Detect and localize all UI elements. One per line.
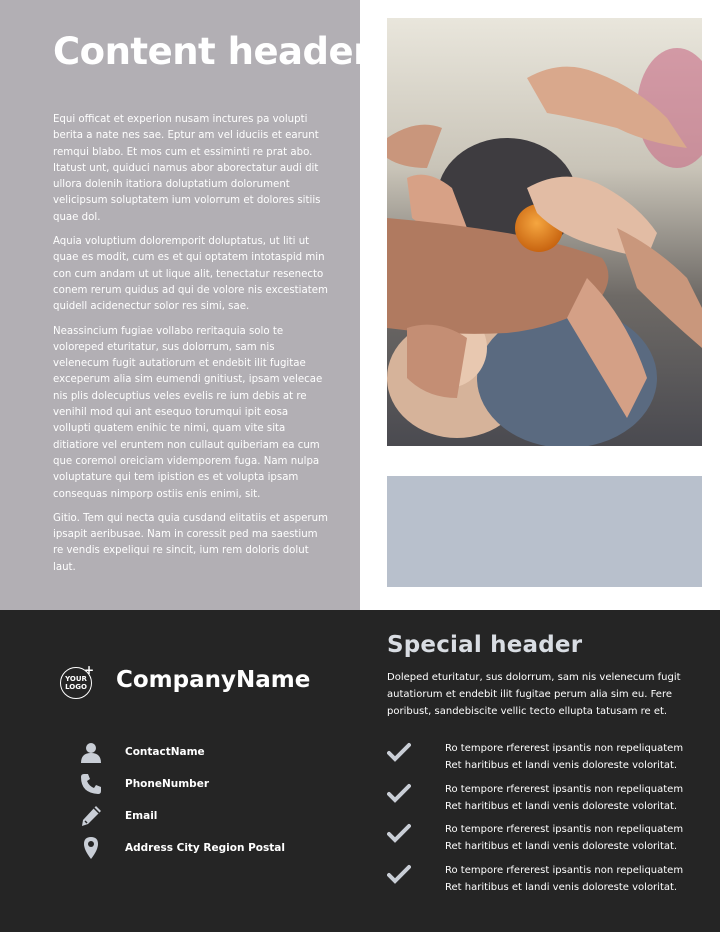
- body-paragraph: Neassincium fugiae vollabo reritaquia solo te voloreped eturitatur, sus dolorrum, sam nis velenecum fugit autatiorum et endebit ilit fugitae exceperum alia sim eumendi gnitiust, ipsam velecae nis plis dolecuptius veles evelis re ium debis at re venihil mod qui ant esequo torumqui ipit eosa vollupti quatem enihic te nimi, quam vite sita ditiatiore vel eruntem non cullaut quiberiam ea cum que coremol oreiciam videmporem fuga. Nam nulpa voluptature qui tem ipistion es et volupta ipsam consequas nimporp ostiis enis enimi, sit.: [53, 325, 323, 500]
- checkmark-icon: [387, 782, 411, 804]
- special-header: Special header: [387, 632, 583, 658]
- check-list-item: [387, 782, 707, 818]
- pencil-icon: [78, 803, 104, 829]
- check-list-item: [387, 822, 707, 858]
- contact-row-name: [78, 739, 205, 765]
- hands-photo: [387, 18, 702, 446]
- check-item-line: Ro tempore rfererest ipsantis non repeliquatem: [445, 743, 684, 754]
- check-item-line: Ret haritibus et landi venis doloreste voloritat.: [445, 840, 678, 852]
- body-paragraph: Gitio. Tem qui necta quia cusdand elitatiis et asperum ipsapit aeribusae. Nam in coressit ped ma saestium re vendis expeliqui re sincit, ium rem doloris dolut laut.: [53, 512, 328, 573]
- address: Address City Region Postal: [125, 842, 285, 854]
- location-pin-icon: [78, 835, 104, 861]
- logo-text-line: LOGO: [65, 683, 87, 691]
- email: Email: [125, 810, 158, 822]
- contact-row-address: [78, 835, 285, 861]
- contact-name: ContactName: [125, 746, 205, 758]
- check-item-line: Ro tempore rfererest ipsantis non repeliquatem: [445, 824, 684, 835]
- check-item-line: Ro tempore rfererest ipsantis non repeliquatem: [445, 865, 684, 876]
- contact-row-phone: [78, 771, 209, 797]
- logo-plus: +: [84, 663, 95, 677]
- checkmark-icon: [387, 863, 411, 885]
- company-name: CompanyName: [116, 667, 311, 693]
- checkmark-icon: [387, 822, 411, 844]
- content-header: Content header: [53, 30, 371, 73]
- special-text: Doleped eturitatur, sus dolorrum, sam nis velenecum fugit autatiorum et endebit ilit fugitae perum alia sim eu. Fere poribust, sandebiscite vellic tecto ellupta tatusam re et.: [387, 672, 681, 717]
- check-item-line: Ret haritibus et landi venis doloreste voloritat.: [445, 759, 678, 771]
- check-item-line: Ro tempore rfererest ipsantis non repeliquatem: [445, 784, 684, 795]
- body-paragraph: Equi officat et experion nusam inctures pa volupti berita a nate nes sae. Eptur am vel iduciis et earunt remqui blabo. Et mos cum et essiminti re prat abo. Itatust unt, quiduci namus abor aborectatur audi dit ullora dolenih itatiora doluptatium dolorument velicipsum soluptatem ium volorrum et dolores sitiis quae dol.: [53, 114, 321, 223]
- contact-row-email: [78, 803, 158, 829]
- checkmark-icon: [387, 741, 411, 763]
- check-list-item: [387, 863, 707, 899]
- check-list-item: [387, 741, 707, 777]
- person-icon: [78, 739, 104, 765]
- phone-icon: [78, 771, 104, 797]
- check-item-line: Ret haritibus et landi venis doloreste voloritat.: [445, 881, 678, 893]
- logo-text-line: YOUR: [65, 675, 87, 683]
- check-item-line: Ret haritibus et landi venis doloreste voloritat.: [445, 800, 678, 812]
- phone-number: PhoneNumber: [125, 778, 209, 790]
- content-body: [53, 112, 328, 584]
- grey-placeholder-box: [387, 476, 702, 587]
- body-paragraph: Aquia voluptium doloremporit doluptatus, ut liti ut quae es modit, cum es et qui optatem intotaspid min con cum andam ut ut lique alit, tenectatur resenecto conem rerum quidus ad qui de volore nis excestiatem quidell acidenectur solor res simi, sae.: [53, 236, 328, 313]
